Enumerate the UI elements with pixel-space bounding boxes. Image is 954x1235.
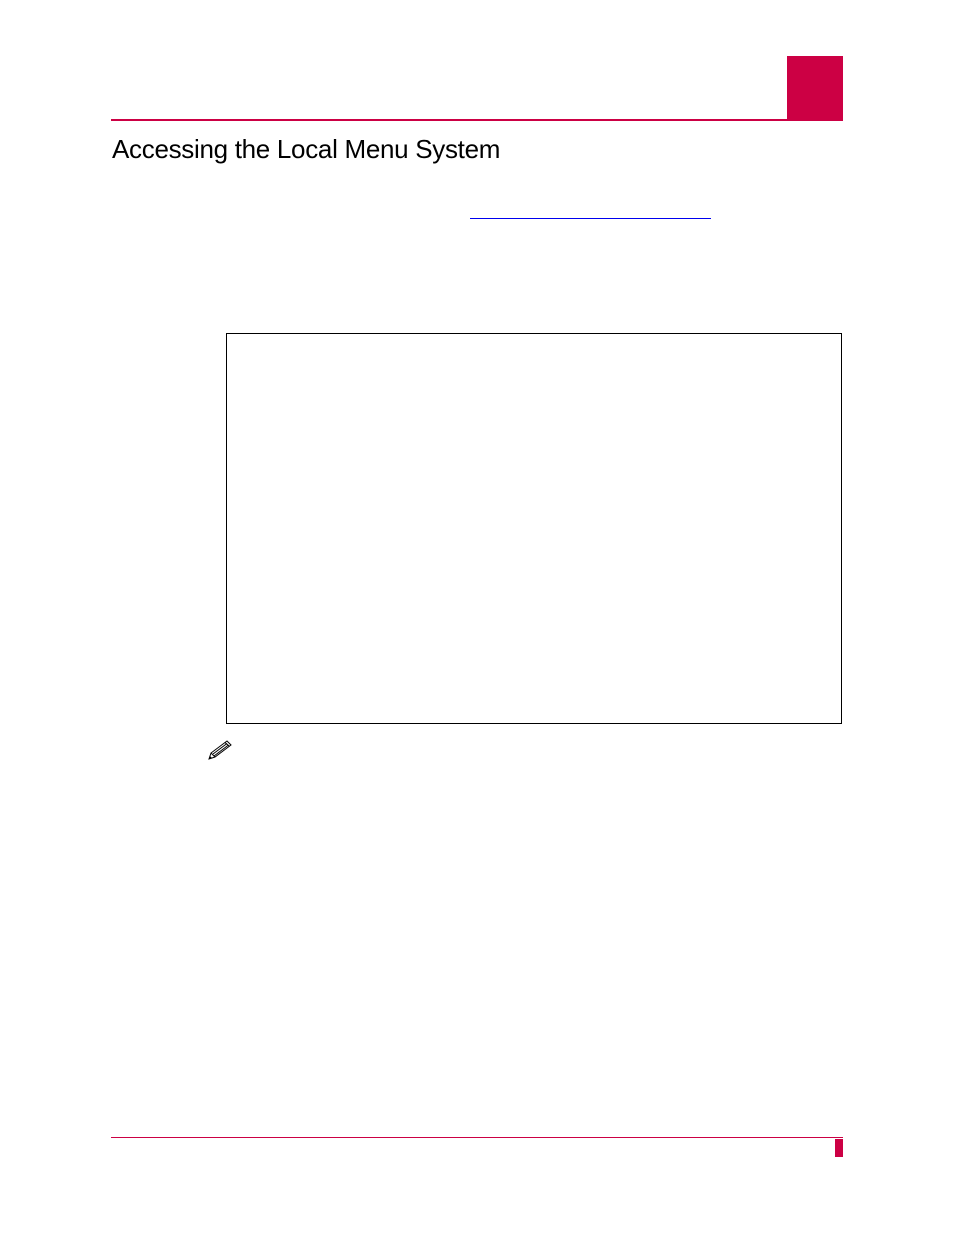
- footer-rule: [111, 1137, 843, 1138]
- footer-marker: [835, 1139, 843, 1157]
- pencil-icon: [207, 739, 233, 761]
- cross-reference-link[interactable]: [470, 218, 711, 219]
- header-rule: [111, 119, 843, 121]
- screen-capture-frame: [226, 333, 842, 724]
- page-title: Accessing the Local Menu System: [112, 134, 501, 164]
- chapter-tab: [787, 56, 843, 120]
